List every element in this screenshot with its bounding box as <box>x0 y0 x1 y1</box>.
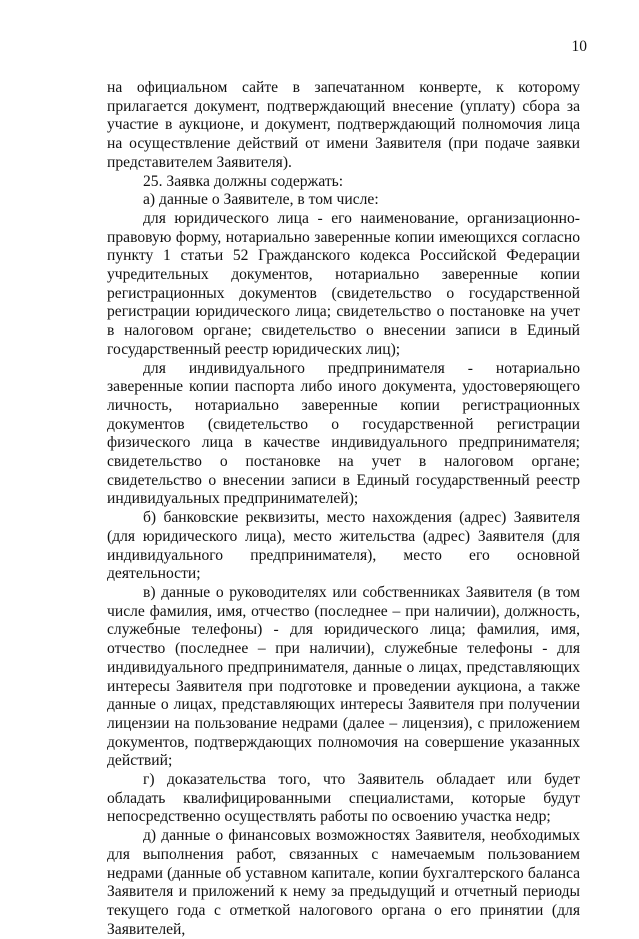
paragraph-subitem-v: в) данные о руководителях или собственниках Заявителя (в том числе фамилия, имя, отчество (последнее – при наличии), должность, служебные телефоны) - для юридического лица; фамилия, имя, отчество (последнее – при наличии), служебные телефоны - для индивидуального предпринимателя, данные о лицах, представляющих интересы Заявителя при подготовке и проведении аукциона, а также данные о лицах, представляющих интересы Заявителя при получении лицензии на пользование недрами (далее – лицензия), с приложением документов, подтверждающих полномочия на совершение указанных действий; <box>107 583 580 770</box>
paragraph-item-25-heading: 25. Заявка должны содержать: <box>143 172 344 190</box>
paragraph-subitem-a: а) данные о Заявителе, в том числе: <box>143 191 379 209</box>
page-number: 10 <box>571 38 587 55</box>
paragraph-subitem-b: б) банковские реквизиты, место нахождения (адрес) Заявителя (для юридического лица), место жительства (адрес) Заявителя (для индивидуального предпринимателя), место его основной деятельности; <box>107 509 580 583</box>
document-body <box>107 79 580 939</box>
paragraph-subitem-g: г) доказательства того, что Заявитель обладает или будет обладать квалифицированными специалистами, которые будут непосредственно осуществлять работы по освоению участка недр; <box>107 771 580 826</box>
paragraph-individual-entrepreneur: для индивидуального предпринимателя - нотариально заверенные копии паспорта либо иного документа, удостоверяющего личность, нотариально заверенные копии регистрационных документов (свидетельство о государственной регистрации физического лица в качестве индивидуального предпринимателя; свидетельство о постановке на учет в налоговом органе; свидетельство о внесении записи в Единый государственный реестр индивидуальных предпринимателей); <box>107 359 580 508</box>
paragraph-submission-envelope: на официальном сайте в запечатанном конверте, к которому прилагается документ, подтверждающий внесение (уплату) сбора за участие в аукционе, и документ, подтверждающий полномочия лица на осуществление действий от имени Заявителя (при подаче заявки представителем Заявителя). <box>107 79 580 171</box>
paragraph-legal-entity: для юридического лица - его наименование, организационно-правовую форму, нотариально заверенные копии имеющихся согласно пункту 1 статьи 52 Гражданского кодекса Российской Федерации учредительных документов, нотариально заверенные копии регистрационных документов (свидетельство о государственной регистрации юридического лица; свидетельство о постановке на учет в налоговом органе; свидетельство о внесении записи в Единый государственный реестр юридических лиц); <box>107 209 580 358</box>
paragraph-subitem-d: д) данные о финансовых возможностях Заявителя, необходимых для выполнения работ, связанных с намечаемым пользованием недрами (данные об уставном капитале, копии бухгалтерского баланса Заявителя и приложений к нему за предыдущий и отчетный периоды текущего года с отметкой налогового органа о его принятии (для Заявителей, <box>107 827 580 938</box>
